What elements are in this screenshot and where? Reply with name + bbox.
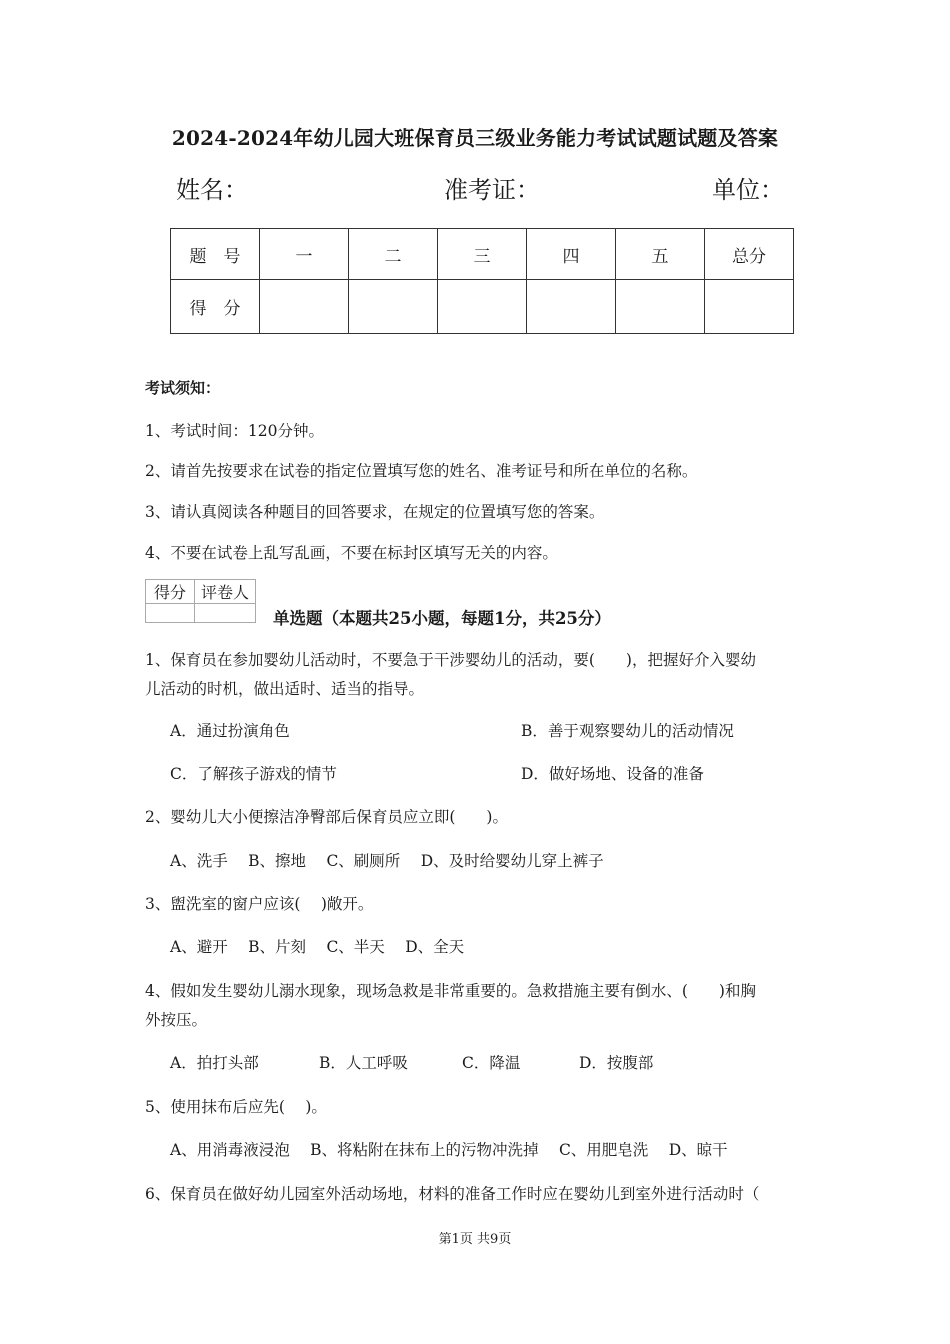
question-4-option-c[interactable]: C．降温: [462, 1054, 521, 1072]
page-number: 第1页 共9页: [438, 1232, 512, 1247]
score-cell-blank[interactable]: [616, 280, 705, 334]
score-table-header-row: [171, 229, 794, 280]
score-cell-blank[interactable]: [438, 280, 527, 334]
grader-name-label: 评卷人: [195, 580, 256, 604]
name-label: 姓名：: [176, 176, 248, 204]
question-4-stem: 4、假如发生婴幼儿溺水现象，现场急救是非常重要的。急救措施主要有倒水、( )和胸: [145, 982, 756, 1000]
section-title: 单选题（本题共25小题，每题1分，共25分）: [273, 609, 611, 628]
question-1-option-a[interactable]: A．通过扮演角色: [170, 722, 290, 740]
unit-label: 单位：: [712, 176, 784, 204]
score-cell-blank[interactable]: [527, 280, 616, 334]
question-5-options[interactable]: A、用消毒液浸泡 B、将粘附在抹布上的污物冲洗掉 C、用肥皂洗 D、晾干: [170, 1141, 728, 1159]
grader-score-blank[interactable]: [146, 604, 195, 623]
notice-item: 3、请认真阅读各种题目的回答要求，在规定的位置填写您的答案。: [145, 503, 605, 521]
question-2-stem: 2、婴幼儿大小便擦洁净臀部后保育员应立即( )。: [145, 808, 508, 826]
question-2-options[interactable]: A、洗手 B、擦地 C、刷厕所 D、及时给婴幼儿穿上裤子: [170, 852, 604, 870]
score-cell-header: 题 号: [171, 229, 260, 280]
document-title: 2024-2024年幼儿园大班保育员三级业务能力考试试题试题及答案: [171, 126, 779, 150]
score-cell-blank[interactable]: [349, 280, 438, 334]
grader-box: [145, 579, 256, 623]
question-1-option-b[interactable]: B．善于观察婴幼儿的活动情况: [521, 722, 734, 740]
score-table: [170, 228, 794, 334]
score-cell-header: 四: [527, 229, 616, 280]
score-cell-header: 一: [260, 229, 349, 280]
grader-name-blank[interactable]: [195, 604, 256, 623]
notice-item: 2、请首先按要求在试卷的指定位置填写您的姓名、准考证号和所在单位的名称。: [145, 462, 698, 480]
question-4-option-b[interactable]: B．人工呼吸: [319, 1054, 408, 1072]
question-1-option-d[interactable]: D．做好场地、设备的准备: [521, 765, 704, 783]
score-cell-blank[interactable]: [705, 280, 794, 334]
score-cell-blank[interactable]: [260, 280, 349, 334]
score-row-label: 得 分: [171, 280, 260, 334]
question-6-stem: 6、保育员在做好幼儿园室外活动场地，材料的准备工作时应在婴幼儿到室外进行活动时（: [145, 1185, 760, 1203]
score-table-score-row: [171, 280, 794, 334]
question-3-stem: 3、盥洗室的窗户应该( )敞开。: [145, 895, 374, 913]
grader-score-label: 得分: [146, 580, 195, 604]
score-cell-header: 三: [438, 229, 527, 280]
question-3-options[interactable]: A、避开 B、片刻 C、半天 D、全天: [170, 938, 465, 956]
notice-heading: 考试须知：: [145, 379, 221, 397]
score-cell-header: 二: [349, 229, 438, 280]
question-1-stem-cont: 儿活动的时机，做出适时、适当的指导。: [145, 680, 425, 698]
exam-number-label: 准考证：: [444, 176, 540, 204]
question-5-stem: 5、使用抹布后应先( )。: [145, 1098, 327, 1116]
question-4-stem-cont: 外按压。: [145, 1011, 208, 1029]
question-4-option-d[interactable]: D．按腹部: [579, 1054, 654, 1072]
question-1-stem: 1、保育员在参加婴幼儿活动时，不要急于干涉婴幼儿的活动，要( )，把握好介入婴幼: [145, 651, 756, 669]
notice-item: 1、考试时间：120分钟。: [145, 422, 324, 440]
score-cell-header: 总分: [705, 229, 794, 280]
notice-item: 4、不要在试卷上乱写乱画，不要在标封区填写无关的内容。: [145, 544, 558, 562]
question-4-option-a[interactable]: A．拍打头部: [170, 1054, 259, 1072]
question-1-option-c[interactable]: C．了解孩子游戏的情节: [170, 765, 337, 783]
score-cell-header: 五: [616, 229, 705, 280]
